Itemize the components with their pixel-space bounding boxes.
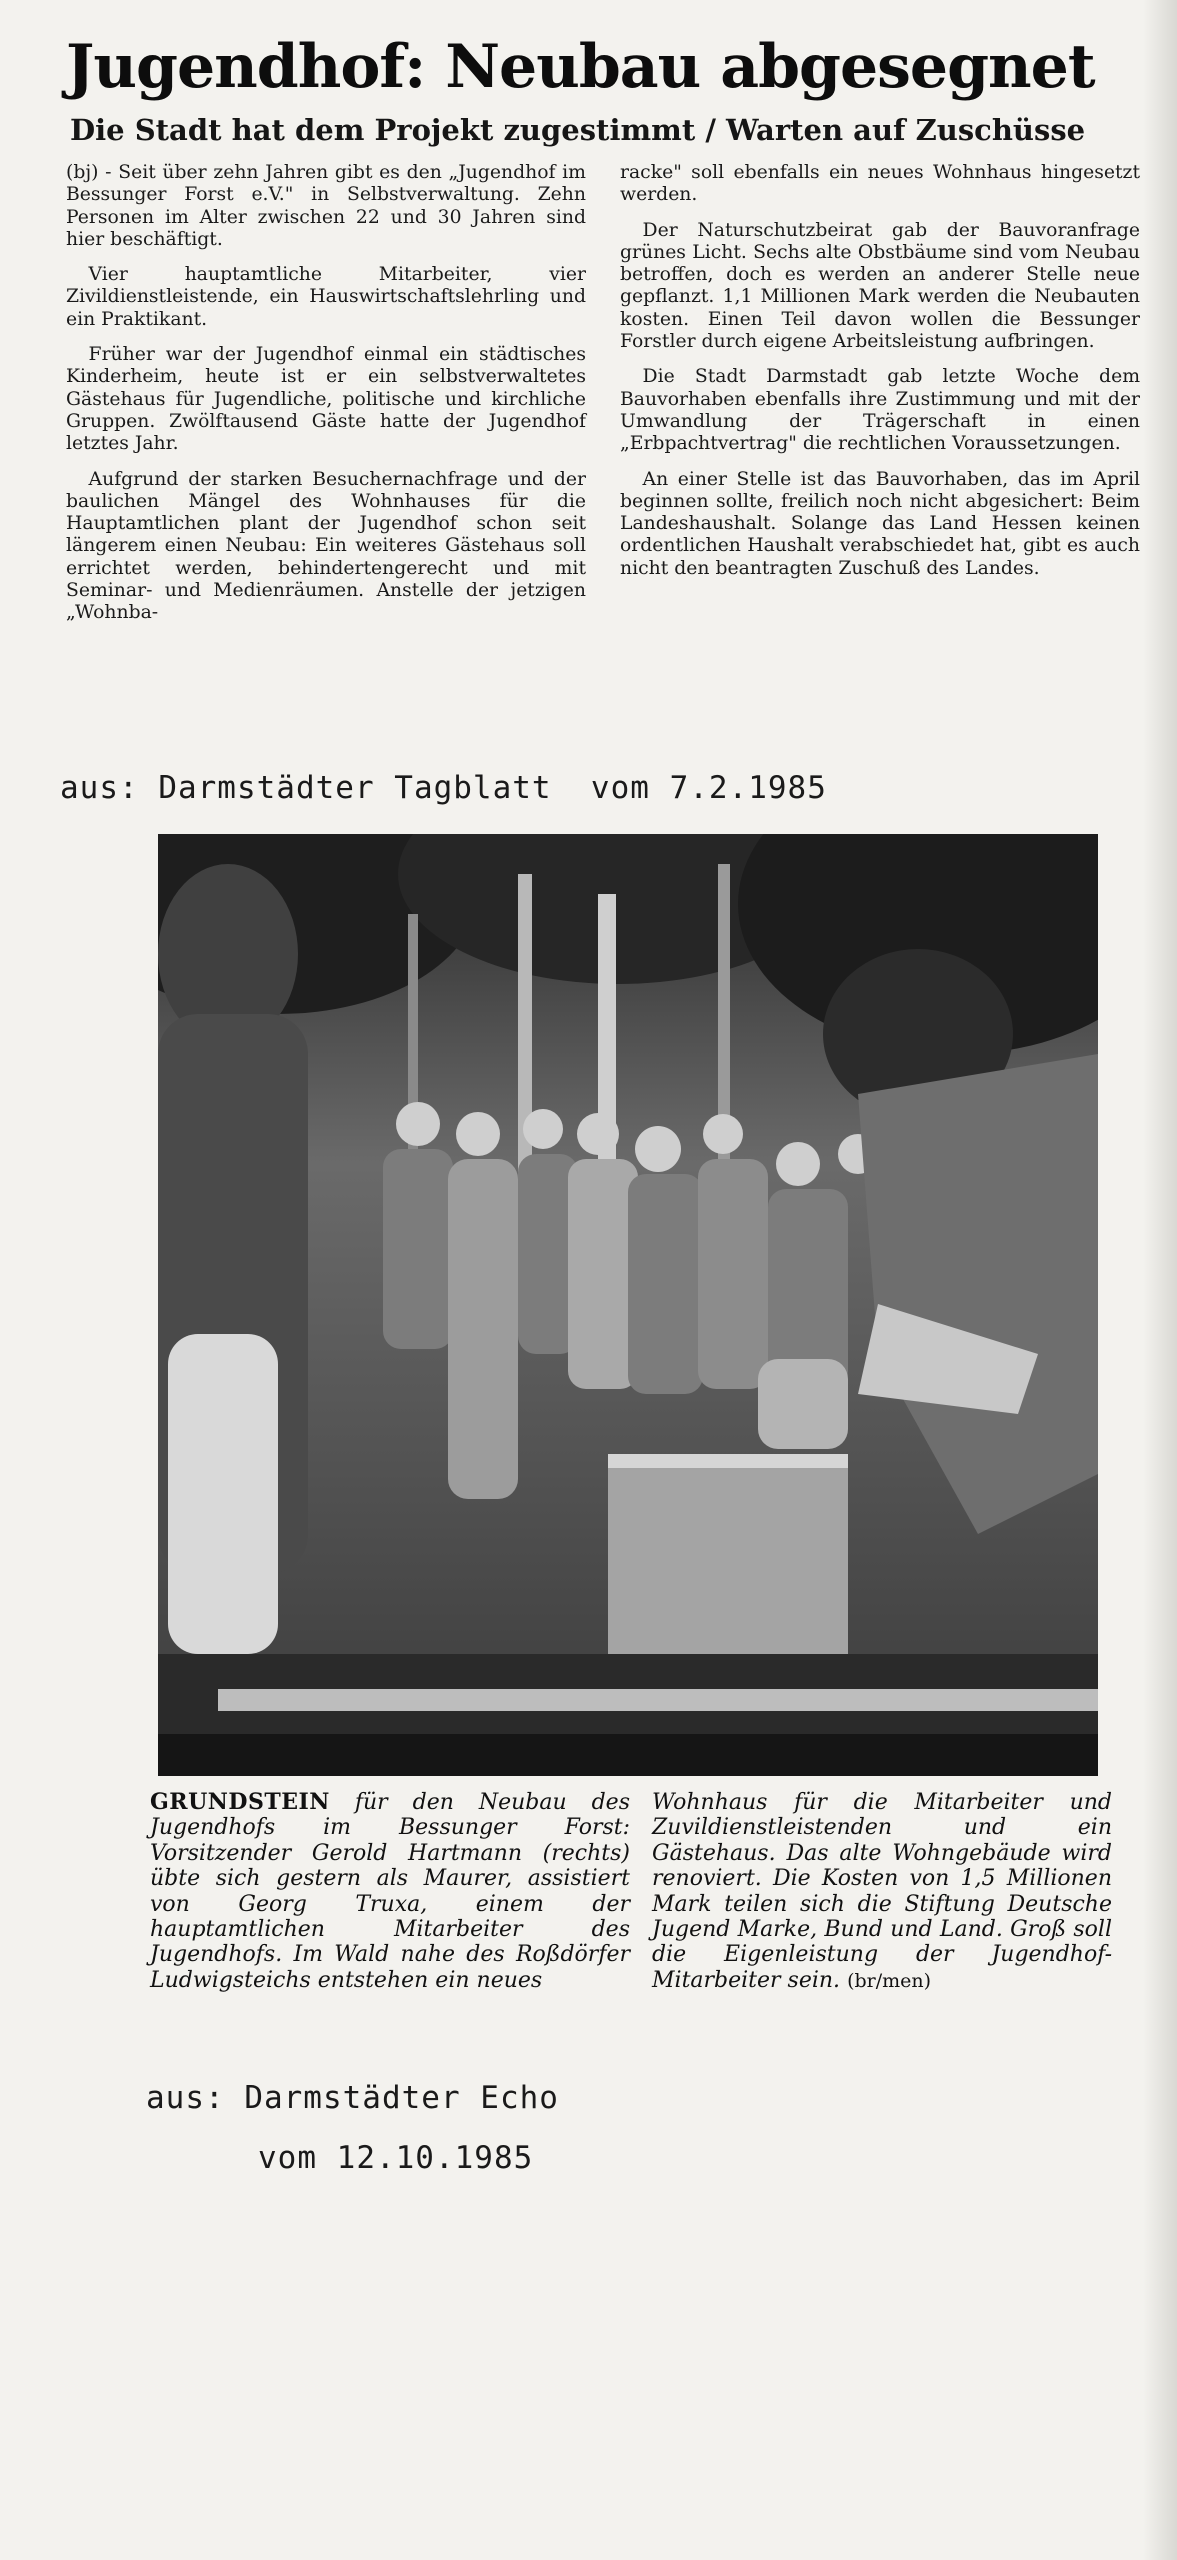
article-subheadline: Die Stadt hat dem Projekt zugestimmt / Warten auf Zuschüsse bbox=[70, 113, 1086, 147]
caption-text-right: Wohnhaus für die Mitarbeiter und Zuvildienstleistenden und ein Gästehaus. Das alte Wohngebäude wird renoviert. Die Kosten von 1,5 Millionen Mark teilen sich die Stiftung Deutsche Jugend Marke, Bund und Land. Groß soll die Eigenleistung der Jugendhof-Mitarbeiter sein. bbox=[652, 1790, 1112, 1993]
source-note-tagblatt: aus: Darmstädter Tagblatt vom 7.2.1985 bbox=[60, 770, 827, 806]
caption-credit: (br/men) bbox=[847, 1969, 932, 1992]
article-paragraph: Der Naturschutzbeirat gab der Bauvoranfrage grünes Licht. Sechs alte Obstbäume sind vom Neubau betroffen, doch es werden an anderer Stelle neue gepflanzt. 1,1 Millionen Mark werden die Neubauten kosten. Einen Teil davon wollen die Bessunger Forstler durch eigene Arbeitsleistung aufbringen. bbox=[620, 219, 1140, 353]
article-column-left bbox=[66, 162, 586, 638]
article-headline: Jugendhof: Neubau abgesegnet bbox=[66, 32, 1095, 102]
article-paragraph: Aufgrund der starken Besuchernachfrage und der baulichen Mängel des Wohnhauses für die Hauptamtlichen plant der Jugendhof schon seit längerem einen Neubau: Ein weiteres Gästehaus soll errichtet werden, behindertengerecht und mit Seminar- und Medienräumen. Anstelle der jetzigen „Wohnba- bbox=[66, 468, 586, 624]
caption-keyword: GRUNDSTEIN bbox=[150, 1789, 330, 1815]
article-paragraph: An einer Stelle ist das Bauvorhaben, das im April beginnen sollte, freilich noch nicht abgesichert: Beim Landeshaushalt. Solange das Land Hessen keinen ordentlichen Haushalt verabschiedet hat, gibt es auch nicht den beantragten Zuschuß des Landes. bbox=[620, 468, 1140, 579]
photo-illustration bbox=[158, 834, 1098, 1776]
article-paragraph: Früher war der Jugendhof einmal ein städtisches Kinderheim, heute ist er ein selbstverwaltetes Gästehaus für Jugendliche, politische und kirchliche Gruppen. Zwölftausend Gäste hatte der Jugendhof letztes Jahr. bbox=[66, 344, 586, 455]
news-photo bbox=[158, 834, 1098, 1776]
photo-caption-right bbox=[652, 1790, 1112, 1994]
article-paragraph: racke" soll ebenfalls ein neues Wohnhaus hingesetzt werden. bbox=[620, 162, 1140, 206]
caption-text-left: für den Neubau des Jugendhofs im Bessunger Forst: Vorsitzender Gerold Hartmann (rechts) übte sich gestern als Maurer, assistiert von Georg Truxa, einem der hauptamtlichen Mitarbeiter des Jugendhofs. Im Wald nahe des Roßdörfer Ludwigsteichs entstehen ein neues bbox=[150, 1790, 630, 1993]
article-column-right bbox=[620, 162, 1140, 593]
photo-caption-left bbox=[150, 1790, 630, 1993]
article-paragraph: Die Stadt Darmstadt gab letzte Woche dem Bauvorhaben ebenfalls ihre Zustimmung und mit der Umwandlung der Trägerschaft in einen „Erbpachtvertrag" die rechtlichen Voraussetzungen. bbox=[620, 366, 1140, 455]
source-note-echo: aus: Darmstädter Echo bbox=[146, 2080, 559, 2116]
article-paragraph: (bj) - Seit über zehn Jahren gibt es den „Jugendhof im Bessunger Forst e.V." in Selbstverwaltung. Zehn Personen im Alter zwischen 22 und 30 Jahren sind hier beschäftigt. bbox=[66, 162, 586, 250]
article-paragraph: Vier hauptamtliche Mitarbeiter, vier Zivildienstleistende, ein Hauswirtschaftslehrling und ein Praktikant. bbox=[66, 264, 586, 330]
page-edge-shadow bbox=[1143, 0, 1177, 2560]
source-note-echo-date: vom 12.10.1985 bbox=[258, 2140, 534, 2176]
